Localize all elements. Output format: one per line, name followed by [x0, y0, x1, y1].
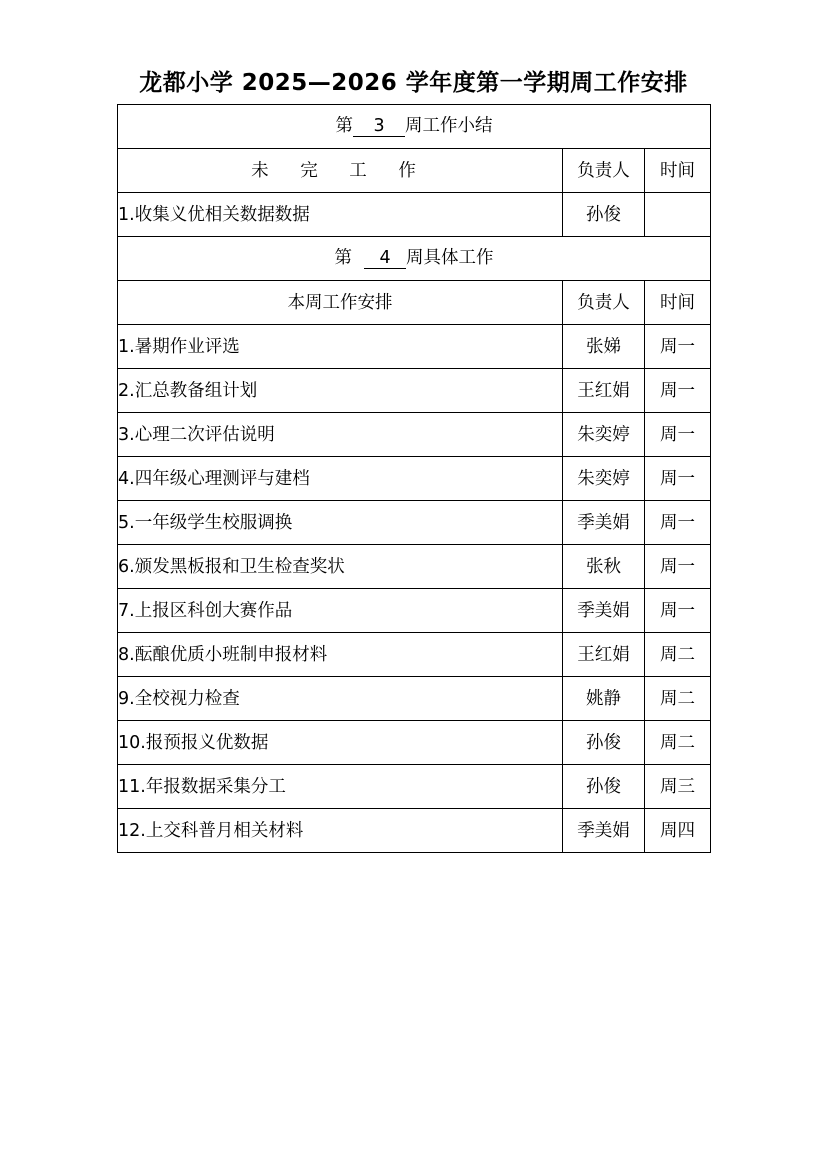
plan-owner-cell: 季美娟	[563, 589, 645, 633]
plan-day-cell: 周二	[645, 633, 711, 677]
plan-header-row	[118, 281, 711, 325]
summary-header-row	[118, 149, 711, 193]
plan-suffix: 周具体工作	[406, 248, 494, 268]
plan-day-cell: 周二	[645, 677, 711, 721]
plan-row	[118, 677, 711, 721]
summary-suffix: 周工作小结	[405, 116, 493, 136]
plan-row	[118, 369, 711, 413]
plan-owner-cell: 姚静	[563, 677, 645, 721]
plan-row	[118, 545, 711, 589]
plan-owner-cell: 张娣	[563, 325, 645, 369]
plan-task-cell: 6.颁发黑板报和卫生检查奖状	[118, 545, 563, 589]
plan-header-day: 时间	[645, 281, 711, 325]
plan-task-cell: 1.暑期作业评选	[118, 325, 563, 369]
plan-task-cell: 3.心理二次评估说明	[118, 413, 563, 457]
plan-task-cell: 8.酝酿优质小班制申报材料	[118, 633, 563, 677]
plan-row	[118, 325, 711, 369]
plan-row	[118, 501, 711, 545]
summary-owner-cell: 孙俊	[563, 193, 645, 237]
plan-row	[118, 413, 711, 457]
plan-prefix: 第	[334, 248, 353, 268]
summary-task-cell: 1.收集义优相关数据数据	[118, 193, 563, 237]
plan-task-cell: 5.一年级学生校服调换	[118, 501, 563, 545]
plan-owner-cell: 朱奕婷	[563, 413, 645, 457]
plan-header-task: 本周工作安排	[118, 281, 563, 325]
plan-owner-cell: 王红娟	[563, 633, 645, 677]
plan-task-cell: 12.上交科普月相关材料	[118, 809, 563, 853]
plan-owner-cell: 季美娟	[563, 809, 645, 853]
plan-day-cell: 周一	[645, 589, 711, 633]
summary-header-owner: 负责人	[563, 149, 645, 193]
plan-day-cell: 周一	[645, 501, 711, 545]
plan-day-cell: 周一	[645, 413, 711, 457]
plan-row	[118, 589, 711, 633]
plan-task-cell: 7.上报区科创大赛作品	[118, 589, 563, 633]
plan-owner-cell: 张秋	[563, 545, 645, 589]
plan-row	[118, 457, 711, 501]
plan-week-number: 4	[364, 249, 406, 269]
plan-task-cell: 2.汇总教备组计划	[118, 369, 563, 413]
plan-row	[118, 721, 711, 765]
plan-owner-cell: 王红娟	[563, 369, 645, 413]
plan-heading	[118, 237, 711, 281]
summary-heading	[118, 105, 711, 149]
plan-row	[118, 809, 711, 853]
plan-header-owner: 负责人	[563, 281, 645, 325]
plan-day-cell: 周一	[645, 545, 711, 589]
page-title: 龙都小学 2025—2026 学年度第一学期周工作安排	[139, 70, 688, 96]
summary-header-task: 未 完 工 作	[118, 149, 563, 193]
plan-owner-cell: 孙俊	[563, 721, 645, 765]
plan-task-cell: 10.报预报义优数据	[118, 721, 563, 765]
plan-owner-cell: 孙俊	[563, 765, 645, 809]
plan-heading-row	[118, 237, 711, 281]
plan-owner-cell: 季美娟	[563, 501, 645, 545]
plan-day-cell: 周二	[645, 721, 711, 765]
plan-task-cell: 4.四年级心理测评与建档	[118, 457, 563, 501]
summary-prefix: 第	[335, 116, 354, 136]
work-plan-table	[117, 104, 711, 853]
summary-week-number: 3	[353, 117, 405, 137]
plan-day-cell: 周一	[645, 325, 711, 369]
summary-header-day: 时间	[645, 149, 711, 193]
plan-owner-cell: 朱奕婷	[563, 457, 645, 501]
plan-task-cell: 9.全校视力检查	[118, 677, 563, 721]
plan-day-cell: 周一	[645, 457, 711, 501]
plan-day-cell: 周四	[645, 809, 711, 853]
summary-heading-row	[118, 105, 711, 149]
plan-row	[118, 765, 711, 809]
summary-row	[118, 193, 711, 237]
plan-day-cell: 周一	[645, 369, 711, 413]
plan-day-cell: 周三	[645, 765, 711, 809]
summary-day-cell	[645, 193, 711, 237]
plan-task-cell: 11.年报数据采集分工	[118, 765, 563, 809]
plan-row	[118, 633, 711, 677]
